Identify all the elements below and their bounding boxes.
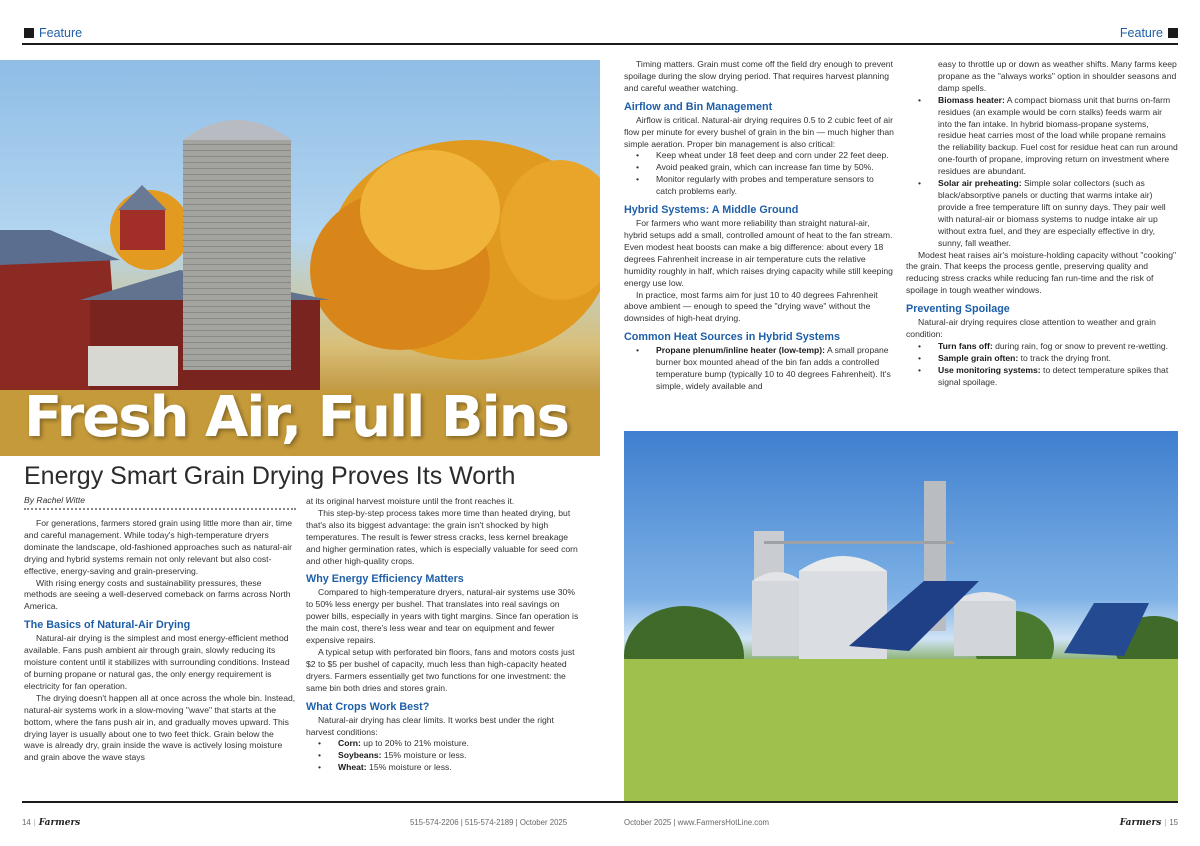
paragraph: The drying doesn't happen all at once across the whole bin. Instead, natural-air systems work in a slow-moving "wave" that starts at the bottom, where the fans push air in, and gradually moves upward. This drying layer is usually about one to two feet thick. Grain below the wave is already dry, grain inside the wave is actively losing moisture and grain above the wave stays (24, 692, 296, 763)
paragraph: at its original harvest moisture until the front reaches it. (306, 496, 515, 506)
list-item (906, 341, 1178, 353)
section-label-left (24, 26, 82, 40)
list-item (906, 353, 1178, 365)
paragraph: Natural-air drying requires close attention to weather and grain condition: (906, 317, 1156, 340)
list-item-text: to track the drying front. (1018, 352, 1111, 363)
header-rule (22, 43, 1178, 45)
list-item (906, 365, 1178, 389)
square-icon (24, 28, 34, 38)
column-1 (24, 518, 296, 764)
list-item (906, 95, 1178, 178)
list-item-text: during rain, fog or snow to prevent re-wetting. (992, 340, 1169, 351)
article-headline: Fresh Air, Full Bins (24, 385, 568, 450)
list-item-label: Soybeans: (338, 750, 382, 761)
paragraph: easy to throttle up or down as weather shifts. Many farms keep propane as the "always works" option in shoulder seasons and damp spells. (938, 59, 1177, 93)
paragraph: Compared to high-temperature dryers, natural-air systems use 30% to 50% less energy per bushel. That translates into real savings on power bills, especially in years with tight margins. Since fan operation is the main cost, there's less wear and tear on equipment and fewer expensive repairs. (306, 587, 579, 646)
section-label-text: Feature (1119, 26, 1163, 40)
column-4 (906, 59, 1178, 389)
list-item-text: 15% moisture or less. (381, 750, 467, 761)
list-item-text: 15% moisture or less. (366, 762, 452, 773)
square-icon (1168, 28, 1178, 38)
heat-source-list-continued (906, 95, 1178, 250)
list-item-label: Propane plenum/inline heater (low-temp): (656, 345, 826, 356)
list-item-label: Wheat: (338, 762, 367, 773)
section-heading: Common Heat Sources in Hybrid Systems (624, 331, 840, 344)
paragraph: Timing matters. Grain must come off the field dry enough to prevent spoilage during the slow drying period. That requires harvest planning and careful weather watching. (624, 59, 893, 93)
section-heading: What Crops Work Best? (306, 700, 430, 713)
page-number: 14 (22, 818, 31, 827)
section-heading: Hybrid Systems: A Middle Ground (624, 204, 799, 217)
footer-left-contact: 515-574-2206 | 515-574-2189 | October 2025 (410, 818, 568, 827)
heat-source-list (624, 345, 894, 393)
list-item (306, 750, 581, 762)
paragraph: In practice, most farms aim for just 10 to 40 degrees Fahrenheit above ambient — enough to speed the "drying wave" without the downsides of high-heat drying. (624, 289, 878, 324)
list-item (624, 345, 894, 393)
list-item-text: up to 20% to 21% moisture. (360, 738, 469, 749)
list-item-text: Simple solar collectors (such as black/absorptive panels or ducting that warms intake air) provide a free temperature lift on sunny days. They pair well with natural-air or biomass systems to nudge intake air up without extra fuel, and they are especially effective in dry, sunny, fall weather. (938, 178, 1166, 248)
list-item-label: Corn: (338, 738, 361, 749)
list-item-label: Biomass heater: (938, 94, 1005, 105)
list-item: • Keep wheat under 18 feet deep and corn under 22 feet deep. (624, 150, 894, 162)
list-item: • Monitor regularly with probes and temperature sensors to catch problems early. (624, 174, 894, 198)
list-item-label: Turn fans off: (938, 340, 993, 351)
list-item (306, 738, 581, 750)
paragraph: Natural-air drying is the simplest and most energy-efficient method available. Fans push ambient air through grain, slowly reducing its moisture content until it stabilizes with surrounding conditions. Instead of burning propane or natural gas, the only energy requirement is electricity for fan operation. (24, 633, 290, 691)
paragraph: With rising energy costs and sustainability pressures, these methods are seeing a well-deserved comeback on farms across North America. (24, 577, 291, 612)
section-label-text: Feature (39, 26, 83, 40)
column-3 (624, 59, 894, 393)
paragraph: This step-by-step process takes more time than heated drying, but that's also its biggest advantage: the grain isn't shocked by high temperatures. The result is fewer stress cracks, less kernel breakage and higher germination rates, which is especially valuable for seed corn and other high-quality crops. (306, 507, 578, 566)
list-item-text: to detect temperature spikes that signal spoilage. (938, 364, 1169, 387)
section-heading: The Basics of Natural-Air Drying (24, 619, 191, 632)
bin-management-list (624, 150, 894, 198)
list-item: • Avoid peaked grain, which can increase fan time by 50%. (624, 162, 894, 174)
list-item (906, 178, 1178, 249)
paragraph: Airflow is critical. Natural-air drying requires 0.5 to 2 cubic feet of air flow per minute for every bushel of grain in the bin — much higher than simple aeration. Proper bin management is also critical: (624, 114, 894, 149)
list-item-label: Use monitoring systems: (938, 364, 1041, 375)
magazine-logo: Farmers (38, 818, 81, 828)
paragraph: A typical setup with perforated bin floors, fans and motors costs just $2 to $5 per bushel of capacity, much less than high-capacity heated dryers. Farmers essentially get two functions for one investment: the same bin both dries and stores grain. (306, 646, 575, 693)
paragraph: Natural-air drying has clear limits. It works best under the right harvest conditions: (306, 714, 554, 737)
list-item (306, 762, 581, 774)
solar-bins-illustration (624, 431, 1178, 803)
list-item-text: A small propane burner box mounted ahead of the bin fan adds a controlled temperature bump (typically 10 to 40 degrees Fahrenheit). It's simple, widely available and (656, 345, 891, 391)
byline-divider (24, 508, 296, 510)
magazine-logo: Farmers (1119, 818, 1162, 828)
footer-right: Farmers | 15 (1119, 818, 1178, 828)
paragraph: Modest heat raises air's moisture-holding capacity without "cooking" the grain. That keeps the process gentle, preserving quality and reducing stress cracks while reducing fan run-time and the risk of spoilage in tough weather windows. (906, 249, 1177, 296)
crop-list (306, 738, 581, 774)
section-heading: Why Energy Efficiency Matters (306, 573, 464, 586)
list-item-label: Sample grain often: (938, 352, 1019, 363)
footer-rule (22, 801, 1178, 803)
footer-right-contact: October 2025 | www.FarmersHotLine.com (624, 818, 770, 827)
article-subtitle: Energy Smart Grain Drying Proves Its Worth (24, 462, 516, 490)
paragraph: For generations, farmers stored grain using little more than air, time and careful management. While today's high-temperature dryers dominate the landscape, old-fashioned approaches such as natural-air drying and hybrid systems remain not only relevant but also cost-effective, energy-saving and grain-preserving. (24, 518, 293, 576)
column-2 (306, 496, 581, 774)
section-heading: Preventing Spoilage (906, 303, 1010, 316)
solar-bins-photo (624, 431, 1178, 803)
page-number: 15 (1169, 818, 1178, 827)
section-label-right (1120, 26, 1178, 40)
list-item-text: A compact biomass unit that burns on-farm residues (an example would be corn stalks) feeds warm air into the fan intake. In hybrid biomass-propane systems, residue heat carries most of the load while propane remains the reliability backup. Fuel cost for residue heat can run around one-fourth of propane, improving return on investment where residues are abundant. (938, 94, 1178, 177)
spoilage-list (906, 341, 1178, 389)
footer-left: 14 | Farmers (22, 818, 81, 828)
byline: By Rachel Witte (24, 495, 86, 505)
section-heading: Airflow and Bin Management (624, 100, 773, 113)
paragraph: For farmers who want more reliability than straight natural-air, hybrid setups add a small, controlled amount of heat to the fan stream. Even modest heat boosts can make a big difference: about every 18 degrees Fahrenheit increase in air temperature cuts the relative humidity roughly in half, which raises drying capacity while still keeping energy use low. (624, 218, 893, 288)
list-item-label: Solar air preheating: (938, 178, 1022, 189)
